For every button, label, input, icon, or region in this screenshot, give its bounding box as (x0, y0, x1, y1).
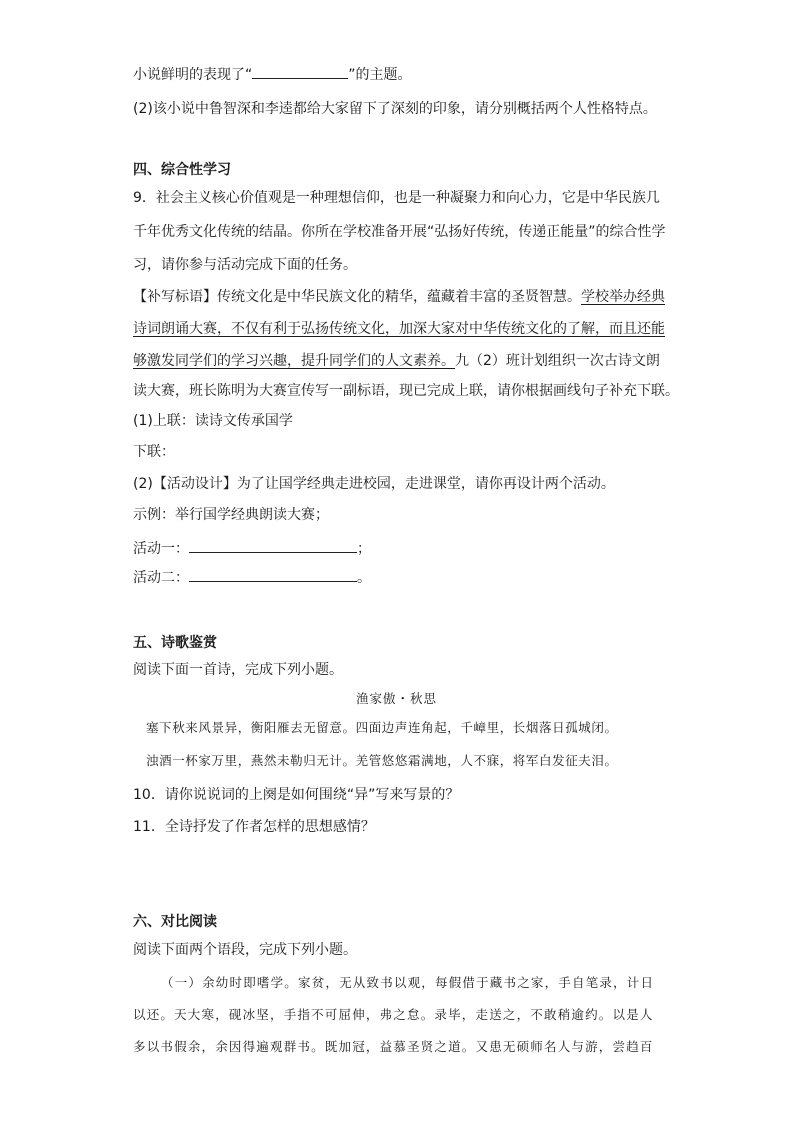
activity-example: 示例：举行国学经典朗读大赛； (133, 507, 329, 523)
lower-couplet-label: 下联： (133, 444, 175, 460)
poem-line-1: 塞下秋来风景异，衡阳雁去无留意。四面边声连角起，千嶂里，长烟落日孤城闭。 (146, 720, 618, 735)
activity-1-line (133, 538, 371, 559)
section6-intro: 阅读下面两个语段，完成下列小题。 (133, 942, 357, 958)
slogan-para-line-3 (133, 351, 660, 371)
section5-intro: 阅读下面一首诗，完成下列小题。 (133, 662, 343, 678)
q9-line-3: 习，请你参与活动完成下面的任务。 (133, 257, 357, 273)
q8-theme-line (133, 64, 412, 85)
activity-1-blank[interactable] (189, 538, 357, 553)
activity-2-label: 活动二： (133, 570, 189, 586)
slogan-para-line-2 (133, 319, 665, 339)
slogan-bracket-title: 【补写标语】 (133, 289, 217, 305)
poem-title: 渔家傲・秋思 (356, 691, 438, 706)
question-10: 10．请你说说词的上阕是如何围绕“异”写来写景的？ (133, 787, 460, 803)
poem-line-2: 浊酒一杯家万里，燕然未勒归无计。羌管悠悠霜满地，人不寐，将军白发征夫泪。 (146, 753, 618, 768)
q9-line-1: 9．社会主义核心价值观是一种理想信仰，也是一种凝聚力和向心力，它是中华民族几 (133, 190, 660, 206)
underlined-sentence-3: 够激发同学们的学习兴趣，提升同学们的人文素养。 (133, 353, 455, 369)
q8-sub2: (2)该小说中鲁智深和李逵都给大家留下了深刻的印象，请分别概括两个人性格特点。 (133, 101, 657, 117)
slogan-plain-1: 传统文化是中华民族文化的精华，蕴藏着丰富的圣贤智慧。 (217, 289, 581, 305)
slogan-plain-3: 九（2）班计划组织一次古诗文朗 (455, 353, 660, 369)
q8-answer-blank[interactable] (252, 64, 348, 79)
section6-heading: 六、对比阅读 (133, 914, 217, 930)
question-11: 11．全诗抒发了作者怎样的思想感情？ (133, 819, 375, 835)
passage-line-3: 多以书假余，余因得遍观群书。既加冠，益慕圣贤之道。又患无硕师名人与游，尝趋百 (133, 1039, 654, 1054)
activity-1-end: ； (357, 541, 371, 557)
activity-2-line (133, 567, 371, 588)
activity-2-blank[interactable] (189, 567, 357, 582)
slogan-para-line-4: 读大赛，班长陈明为大赛宣传写一副标语，现已完成上联，请你根据画线句子补充下联。 (133, 383, 679, 399)
section5-heading: 五、诗歌鉴赏 (133, 635, 217, 651)
q9-line-2: 千年优秀文化传统的结晶。你所在学校准备开展“弘扬好传统，传递正能量”的综合性学 (133, 224, 666, 240)
passage-line-2: 以还。天大寒，砚冰坚，手指不可屈伸，弗之怠。录毕，走送之，不敢稍逾约。以是人 (133, 1007, 654, 1022)
upper-couplet: (1)上联：读诗文传承国学 (133, 413, 293, 429)
activity-1-label: 活动一： (133, 541, 189, 557)
q8-line-prefix: 小说鲜明的表现了“ (133, 67, 253, 83)
slogan-para-line-1 (133, 287, 665, 307)
activity-design-prompt: (2)【活动设计】为了让国学经典走进校园，走进课堂，请你再设计两个活动。 (133, 476, 615, 492)
underlined-sentence-1: 学校举办经典 (581, 289, 665, 305)
underlined-sentence-2: 诗词朗诵大赛，不仅有利于弘扬传统文化，加深大家对中华传统文化的了解，而且还能 (133, 321, 665, 337)
activity-2-end: 。 (357, 570, 371, 586)
section4-heading: 四、综合性学习 (133, 162, 231, 178)
q8-line-suffix: ”的主题。 (348, 67, 412, 83)
passage-line-1: （一）余幼时即嗜学。家贫，无从致书以观，每假借于藏书之家，手自笔录，计日 (161, 975, 655, 990)
